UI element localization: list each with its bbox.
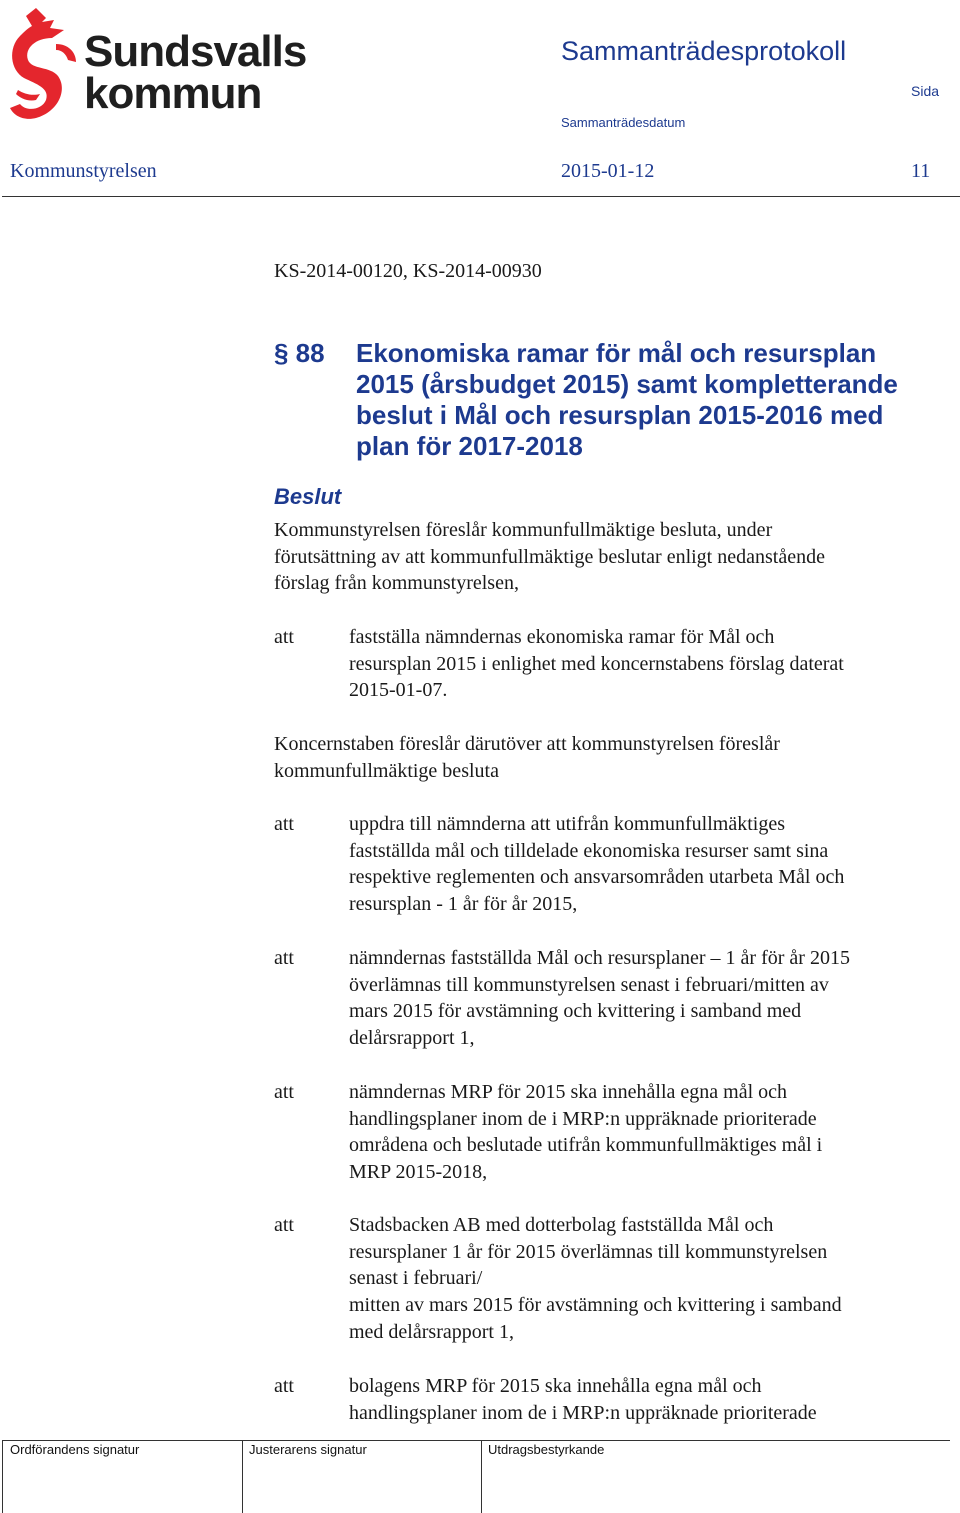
att-label: att: [274, 813, 294, 835]
decision-item: fastställa nämndernas ekonomiska ramar för Mål och resursplan 2015 i enlighet med koncernstabens förslag daterat 2015-01-07.: [349, 626, 844, 702]
att-label: att: [274, 1375, 294, 1397]
decision-item: uppdra till nämnderna att utifrån kommunfullmäktiges fastställda mål och tilldelade ekonomiska resurser samt sina respektive reglementen och ansvarsområden utarbeta Mål och resursplan - 1 år för år 2015,: [349, 813, 845, 916]
paragraph-title: Ekonomiska ramar för mål och resursplan 2015 (årsbudget 2015) samt kompletterande beslut i Mål och resursplan 2015-2016 med plan för 2017-2018: [356, 338, 898, 461]
dragon-emblem-icon: [6, 4, 84, 126]
chair-signature-field: Ordförandens signatur: [10, 1442, 140, 1457]
footer-column-divider: [481, 1440, 482, 1513]
att-label: att: [274, 947, 294, 969]
adjuster-signature-field: Justerarens signatur: [249, 1442, 367, 1457]
meeting-date-label: Sammanträdesdatum: [561, 115, 686, 130]
case-ids: KS-2014-00120, KS-2014-00930: [274, 260, 542, 282]
footer-divider: [2, 1440, 950, 1441]
committee-name: Kommunstyrelsen: [10, 160, 157, 182]
meeting-date: 2015-01-12: [561, 160, 655, 182]
logo-text-sundsvalls: Sundsvalls: [84, 27, 307, 76]
intro-paragraph: Kommunstyrelsen föreslår kommunfullmäktige besluta, under förutsättning av att kommunfullmäktige beslutar enligt nedanstående förslag från kommunstyrelsen,: [274, 519, 825, 595]
sundsvall-logo: [6, 4, 316, 124]
att-label: att: [274, 626, 294, 648]
footer-column-divider: [242, 1440, 243, 1513]
document-type: Sammanträdesprotokoll: [561, 36, 847, 66]
page-number: 11: [911, 160, 931, 182]
intro-paragraph-2: Koncernstaben föreslår därutöver att kommunstyrelsen föreslår kommunfullmäktige besluta: [274, 733, 780, 782]
decision-item: Stadsbacken AB med dotterbolag fastställda Mål och resursplaner 1 år för 2015 överlämnas till kommunstyrelsen senast i februari/ mitten av mars 2015 för avstämning och kvittering i samband med delårsrapport 1,: [349, 1214, 842, 1343]
decision-item: bolagens MRP för 2015 ska innehålla egna mål och handlingsplaner inom de i MRP:n uppräknade prioriterade: [349, 1375, 817, 1424]
page-label: Sida: [911, 83, 940, 99]
att-label: att: [274, 1081, 294, 1103]
decision-item: nämndernas MRP för 2015 ska innehålla egna mål och handlingsplaner inom de i MRP:n uppräknade prioriterade områdena och beslutade utifrån kommunfullmäktiges mål i MRP 2015-2018,: [349, 1081, 823, 1184]
decision-item: nämndernas fastställda Mål och resursplaner – 1 år för år 2015 överlämnas till kommunstyrelsen senast i februari/mitten av mars 2015 för avstämning och kvittering i samband med delårsrapport 1,: [349, 947, 850, 1050]
att-label: att: [274, 1214, 294, 1236]
header-divider: [2, 196, 960, 197]
footer-column-divider: [2, 1440, 3, 1513]
logo-text-kommun: kommun: [84, 69, 262, 118]
decision-heading: Beslut: [274, 484, 342, 509]
paragraph-number: § 88: [274, 338, 325, 368]
extract-certification-field: Utdragsbestyrkande: [488, 1442, 605, 1457]
